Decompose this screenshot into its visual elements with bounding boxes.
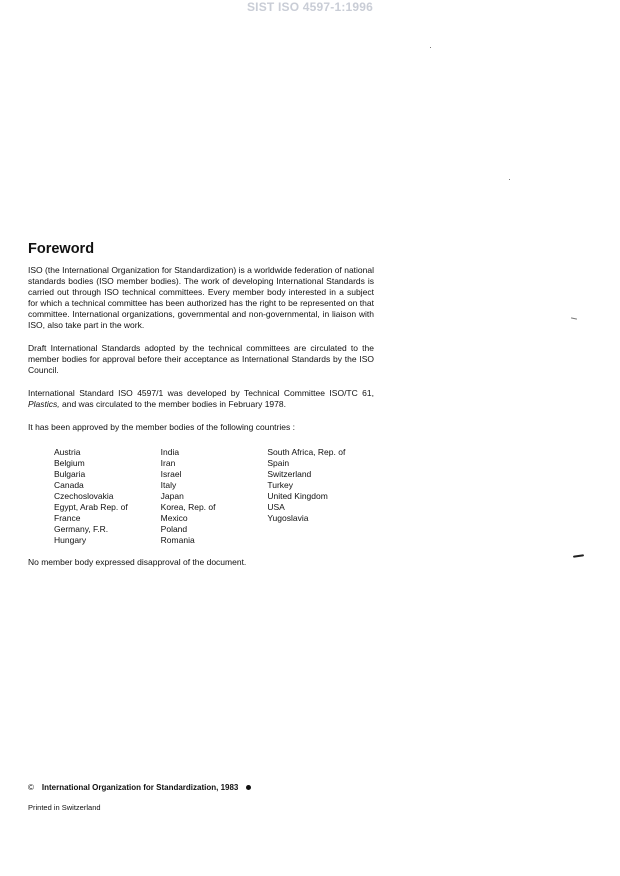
country-item: Israel (160, 469, 182, 479)
paragraph-standard-development (28, 388, 374, 410)
country-column-2 (161, 447, 268, 546)
country-item: France (54, 513, 81, 523)
country-item: Switzerland (267, 469, 312, 479)
page-title: Foreword (28, 241, 95, 257)
country-item: Turkey (267, 480, 294, 490)
scan-speck (509, 179, 510, 180)
paragraph-draft-standards: Draft International Standards adopted by the technical committees are circulated to the member bodies for approval before their acceptance as International Standards by the ISO Council. (28, 343, 374, 375)
copyright-line (28, 782, 251, 793)
country-list (28, 447, 374, 546)
country-item: Austria (54, 447, 81, 457)
document-watermark: SIST ISO 4597-1:1996 (246, 0, 374, 14)
paragraph-iso-description: ISO (the International Organization for Standardization) is a worldwide federation of national standards bodies (ISO member bodies). The work of developing International Standards is carried out through ISO technical committees. Every member body interested in a subject for which a technical committee has been authorized has the right to be represented on that committee. International organizations, governmental and non-governmental, in liaison with ISO, also take part in the work. (28, 265, 374, 330)
p3-text-start: International Standard ISO 4597/1 was developed by Technical Committee ISO/TC 61, (28, 388, 374, 398)
country-item: Bulgaria (54, 469, 86, 479)
country-item: Mexico (160, 513, 188, 523)
copyright-icon: © (28, 783, 34, 792)
paragraph-approval-intro: It has been approved by the member bodies of the following countries : (28, 422, 295, 432)
committee-name-italic: Plastics, (28, 399, 60, 409)
country-item: Germany, F.R. (54, 524, 109, 534)
country-item: Romania (160, 535, 195, 545)
country-item: Iran (160, 458, 176, 468)
copyright-text: International Organization for Standardization, 1983 (41, 783, 239, 792)
bullet-dot-icon (246, 785, 251, 790)
country-item: Poland (160, 524, 188, 534)
country-item: Egypt, Arab Rep. of (54, 502, 128, 512)
country-item: Canada (54, 480, 84, 490)
country-item: Italy (160, 480, 177, 490)
scan-speck (571, 317, 577, 319)
country-item: USA (267, 502, 285, 512)
country-item: Yugoslavia (267, 513, 309, 523)
foreword-section (28, 240, 374, 580)
country-column-3 (267, 447, 374, 546)
p3-text-end: and was circulated to the member bodies in February 1978. (59, 399, 286, 409)
country-item: United Kingdom (267, 491, 328, 501)
country-item: Czechoslovakia (54, 491, 114, 501)
paragraph-no-disapproval: No member body expressed disapproval of the document. (28, 557, 247, 567)
country-item: Japan (160, 491, 184, 501)
country-item: India (160, 447, 180, 457)
printed-location: Printed in Switzerland (28, 803, 101, 812)
country-item: South Africa, Rep. of (267, 447, 346, 457)
scan-speck (430, 47, 431, 48)
scan-speck (573, 554, 584, 558)
country-column-1 (54, 447, 161, 546)
country-item: Spain (267, 458, 290, 468)
country-item: Hungary (54, 535, 87, 545)
country-item: Belgium (54, 458, 85, 468)
country-item: Korea, Rep. of (160, 502, 216, 512)
